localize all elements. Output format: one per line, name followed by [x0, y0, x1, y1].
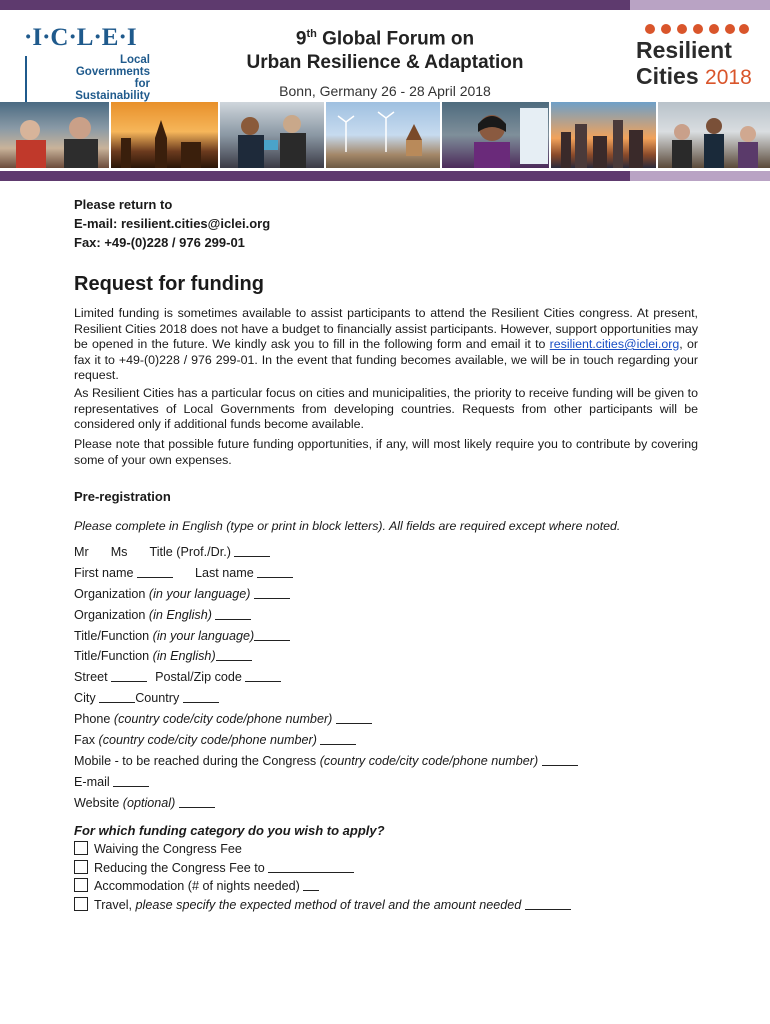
- intro-paragraph: [74, 306, 698, 384]
- title-function-label: Title/Function: [74, 628, 150, 643]
- field-row-name: [74, 563, 578, 584]
- header-photo-strip: [0, 102, 770, 168]
- forum-title-line1: [170, 22, 600, 51]
- intro-text: Limited funding is sometimes available to assist participants to attend the Resilient Cities congress. At present, Resilient Cities 2018 does not have a budget to financially assist participants. However, support opportunities may be opened in the future. We kindly ask you to fill in the following form and email it to: [74, 306, 699, 351]
- return-email: E-mail: resilient.cities@iclei.org: [74, 216, 271, 231]
- iclei-logo: [20, 24, 150, 102]
- return-line: Please return to: [74, 197, 173, 212]
- mr-option[interactable]: Mr: [74, 545, 89, 559]
- resilient-cities-logo-line2: [636, 64, 752, 90]
- first-name-label: First name: [74, 565, 134, 580]
- mobile-label: Mobile - to be reached during the Congress: [74, 753, 317, 768]
- last-name-blank[interactable]: [257, 564, 293, 578]
- funding-option-accommodation[interactable]: [74, 877, 571, 896]
- website-label: Website: [74, 795, 120, 810]
- intro-text-end: , or fax it to +49-(0)228 / 976 299-01. In the event that funding becomes available, we will be in touch regarding your request.: [74, 337, 698, 382]
- first-name-blank[interactable]: [137, 564, 173, 578]
- org-local-note: (in your language): [148, 586, 251, 601]
- photo-panel-city-sunset: [111, 102, 218, 168]
- street-blank[interactable]: [111, 668, 147, 682]
- photo-panel-skyline: [551, 102, 656, 168]
- email-link[interactable]: resilient.cities@iclei.org: [549, 337, 680, 351]
- field-row-fax: [74, 730, 578, 751]
- page-title: Request for funding: [74, 273, 264, 295]
- funding-option-travel[interactable]: [74, 896, 571, 915]
- website-note: (optional): [122, 795, 176, 810]
- forum-number-suffix: th: [306, 28, 317, 40]
- field-row-salutation: [74, 542, 578, 563]
- city-blank[interactable]: [99, 689, 135, 703]
- checkbox-reduce[interactable]: [74, 860, 88, 874]
- tf-en-note: (in English): [152, 649, 216, 664]
- header-bottom-bar-accent: [630, 171, 770, 181]
- field-row-org-en: [74, 605, 578, 626]
- iclei-sub-line: Governments: [75, 66, 150, 78]
- photo-panel-award: [220, 102, 324, 168]
- preregistration-fields: [74, 542, 578, 814]
- org-label: Organization: [74, 586, 146, 601]
- phone-blank[interactable]: [336, 710, 372, 724]
- tf-local-note: (in your language): [152, 628, 255, 643]
- travel-blank[interactable]: [525, 896, 571, 910]
- option-label: Travel,: [94, 897, 133, 912]
- last-name-label: Last name: [194, 565, 254, 580]
- mobile-blank[interactable]: [542, 752, 578, 766]
- postal-blank[interactable]: [245, 668, 281, 682]
- resilient-cities-logo-line1: Resilient: [636, 37, 732, 63]
- funding-option-reduce[interactable]: [74, 859, 571, 878]
- field-row-email: [74, 772, 578, 793]
- ms-option[interactable]: Ms: [110, 545, 128, 559]
- note-paragraph: Please note that possible future funding opportunities, if any, will most likely require you to contribute by covering some of your own expenses.: [74, 437, 698, 467]
- reduce-fee-blank[interactable]: [268, 859, 354, 873]
- country-label: Country: [135, 691, 180, 706]
- tf-local-blank[interactable]: [254, 627, 290, 641]
- resilient-cities-dots-icon: [644, 22, 750, 36]
- funding-option-waive[interactable]: [74, 840, 571, 859]
- header-bottom-bar: [0, 171, 770, 181]
- option-label: Accommodation (# of nights needed): [94, 879, 300, 893]
- header-top-bar: [0, 0, 770, 10]
- field-row-phone: [74, 709, 578, 730]
- rc-cities-word: Cities: [636, 63, 699, 89]
- org-en-note: (in English): [148, 607, 212, 622]
- fax-label: Fax: [74, 733, 95, 748]
- form-content: [74, 195, 699, 912]
- nights-blank[interactable]: [303, 877, 319, 891]
- forum-title: [170, 22, 600, 99]
- field-row-mobile: [74, 751, 578, 772]
- mobile-note: (country code/city code/phone number): [319, 753, 539, 768]
- field-row-tf-local: [74, 626, 578, 647]
- option-label: Reducing the Congress Fee to: [94, 860, 265, 875]
- org-label: Organization: [74, 607, 146, 622]
- iclei-sub-line: for Sustainability: [75, 78, 150, 102]
- org-en-blank[interactable]: [215, 606, 251, 620]
- checkbox-waive[interactable]: [74, 841, 88, 855]
- title-function-label: Title/Function: [74, 649, 150, 664]
- street-label: Street: [74, 670, 108, 685]
- funding-options: [74, 840, 571, 914]
- option-label: Waiving the Congress Fee: [94, 842, 242, 856]
- photo-panel-wind-turbines: [326, 102, 439, 168]
- preregistration-instructions: Please complete in English (type or print in block letters). All fields are required except where noted.: [74, 519, 621, 533]
- preregistration-heading: Pre-registration: [74, 489, 171, 504]
- return-fax: Fax: +49-(0)228 / 976 299-01: [74, 235, 245, 250]
- forum-location-date: Bonn, Germany 26 - 28 April 2018: [279, 83, 491, 100]
- resilient-cities-logo: [636, 22, 752, 94]
- title-label: Title (Prof./Dr.): [149, 545, 231, 559]
- field-row-website: [74, 793, 578, 814]
- email-blank[interactable]: [113, 773, 149, 787]
- photo-panel-delegate: [442, 102, 549, 168]
- fax-blank[interactable]: [320, 731, 356, 745]
- header-top-bar-accent: [630, 0, 770, 10]
- org-local-blank[interactable]: [254, 585, 290, 599]
- email-label: E-mail: [74, 774, 110, 789]
- priority-paragraph: As Resilient Cities has a particular focus on cities and municipalities, the priority to receive funding will be given to representatives of Local Governments from developing countries. Requests from other participants will be considered only if additional funds become available.: [74, 386, 698, 431]
- country-blank[interactable]: [183, 689, 219, 703]
- field-row-org-local: [74, 584, 578, 605]
- forum-number: 9: [295, 28, 307, 50]
- phone-note: (country code/city code/phone number): [113, 712, 333, 727]
- iclei-logo-letters: ·I·C·L·E·I: [24, 24, 137, 51]
- forum-title-line2: Urban Resilience & Adaptation: [246, 52, 524, 74]
- postal-label: Postal/Zip code: [155, 670, 242, 685]
- funding-question: For which funding category do you wish to apply?: [74, 823, 385, 838]
- field-row-tf-en: [74, 646, 578, 667]
- travel-note: please specify the expected method of travel and the amount needed: [135, 897, 522, 912]
- title-blank[interactable]: [234, 543, 270, 557]
- photo-panel-audience: [658, 102, 770, 168]
- photo-panel-speakers: [0, 102, 109, 168]
- forum-title-rest: Global Forum on: [316, 28, 475, 50]
- checkbox-travel[interactable]: [74, 897, 88, 911]
- return-info: [74, 195, 698, 252]
- checkbox-accommodation[interactable]: [74, 878, 88, 892]
- field-row-street: [74, 667, 578, 688]
- field-row-city: [74, 688, 578, 709]
- website-blank[interactable]: [179, 794, 215, 808]
- tf-en-blank[interactable]: [216, 647, 252, 661]
- rc-year: 2018: [705, 66, 752, 89]
- phone-label: Phone: [74, 712, 111, 727]
- fax-note: (country code/city code/phone number): [98, 733, 317, 748]
- iclei-sub-line: Local: [119, 54, 150, 66]
- city-label: City: [74, 691, 96, 706]
- iclei-logo-subtitle: [58, 54, 150, 102]
